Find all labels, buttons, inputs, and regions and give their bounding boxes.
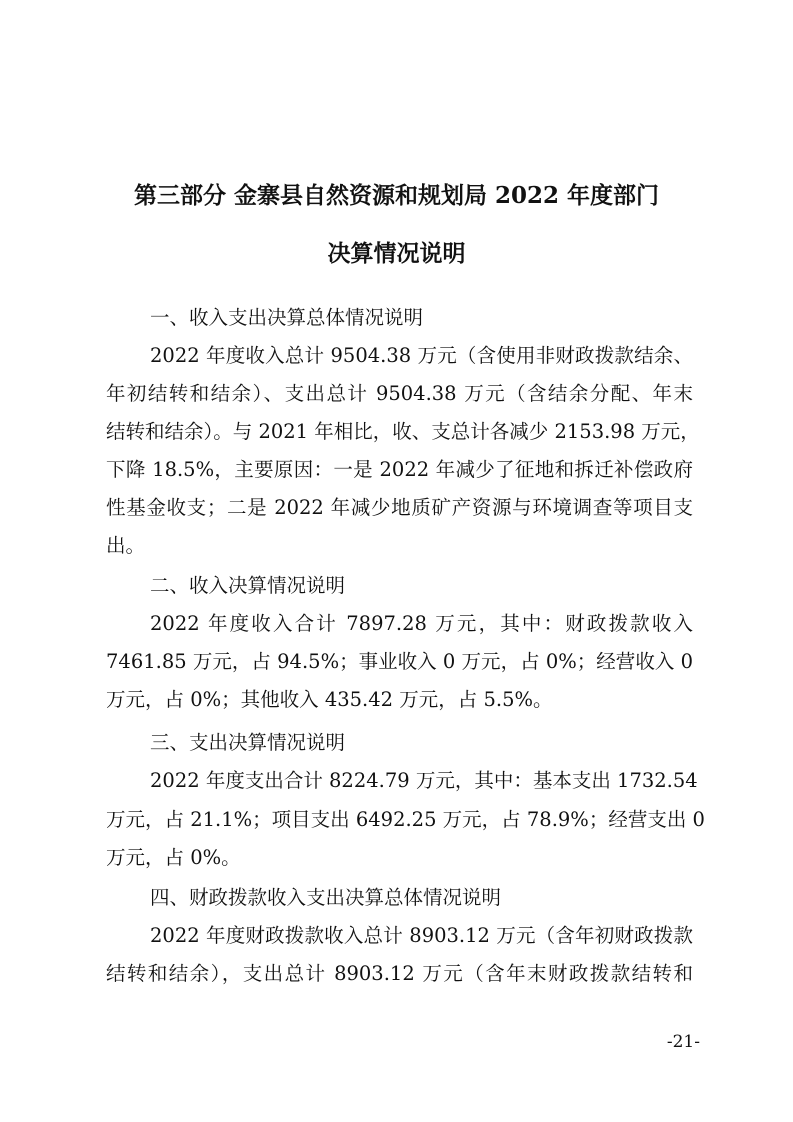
paragraph-line: 2022 年度财政拨款收入总计 8903.12 万元（含年初财政拨款 [150,924,693,947]
paragraph-line: 下降 18.5%，主要原因：一是 2022 年减少了征地和拆迁补偿政府 [106,458,693,481]
paragraph-line: 2022 年度收入总计 9504.38 万元（含使用非财政拨款结余、 [150,344,693,367]
paragraph-line: 7461.85 万元，占 94.5%；事业收入 0 万元，占 0%；经营收入 0 [106,650,693,673]
paragraph-line: 2022 年度收入合计 7897.28 万元，其中：财政拨款收入 [150,612,693,635]
paragraph-line: 2022 年度支出合计 8224.79 万元，其中：基本支出 1732.54 [150,769,698,792]
section-heading: 三、支出决算情况说明 [150,731,346,754]
page-title-continued: 决算情况说明 [327,240,466,267]
section-heading: 二、收入决算情况说明 [150,574,346,597]
paragraph-line: 年初结转和结余）、支出总计 9504.38 万元（含结余分配、年末 [106,382,693,405]
page-number: -21- [666,1032,700,1052]
paragraph-line: 性基金收支；二是 2022 年减少地质矿产资源与环境调查等项目支 [106,496,693,519]
section-heading: 一、收入支出决算总体情况说明 [150,306,424,329]
page-title: 第三部分 金寨县自然资源和规划局 2022 年度部门 [133,182,660,209]
paragraph-line: 万元，占 21.1%；项目支出 6492.25 万元，占 78.9%；经营支出 0 [106,808,705,831]
paragraph-line: 结转和结余），支出总计 8903.12 万元（含年末财政拨款结转和 [106,962,693,985]
paragraph-line: 万元，占 0%；其他收入 435.42 万元，占 5.5%。 [106,688,553,711]
paragraph-line: 万元，占 0%。 [106,846,241,869]
paragraph-line: 出。 [106,534,146,557]
paragraph-line: 结转和结余）。与 2021 年相比，收、支总计各减少 2153.98 万元， [106,420,700,443]
section-heading: 四、财政拨款收入支出决算总体情况说明 [150,886,502,909]
